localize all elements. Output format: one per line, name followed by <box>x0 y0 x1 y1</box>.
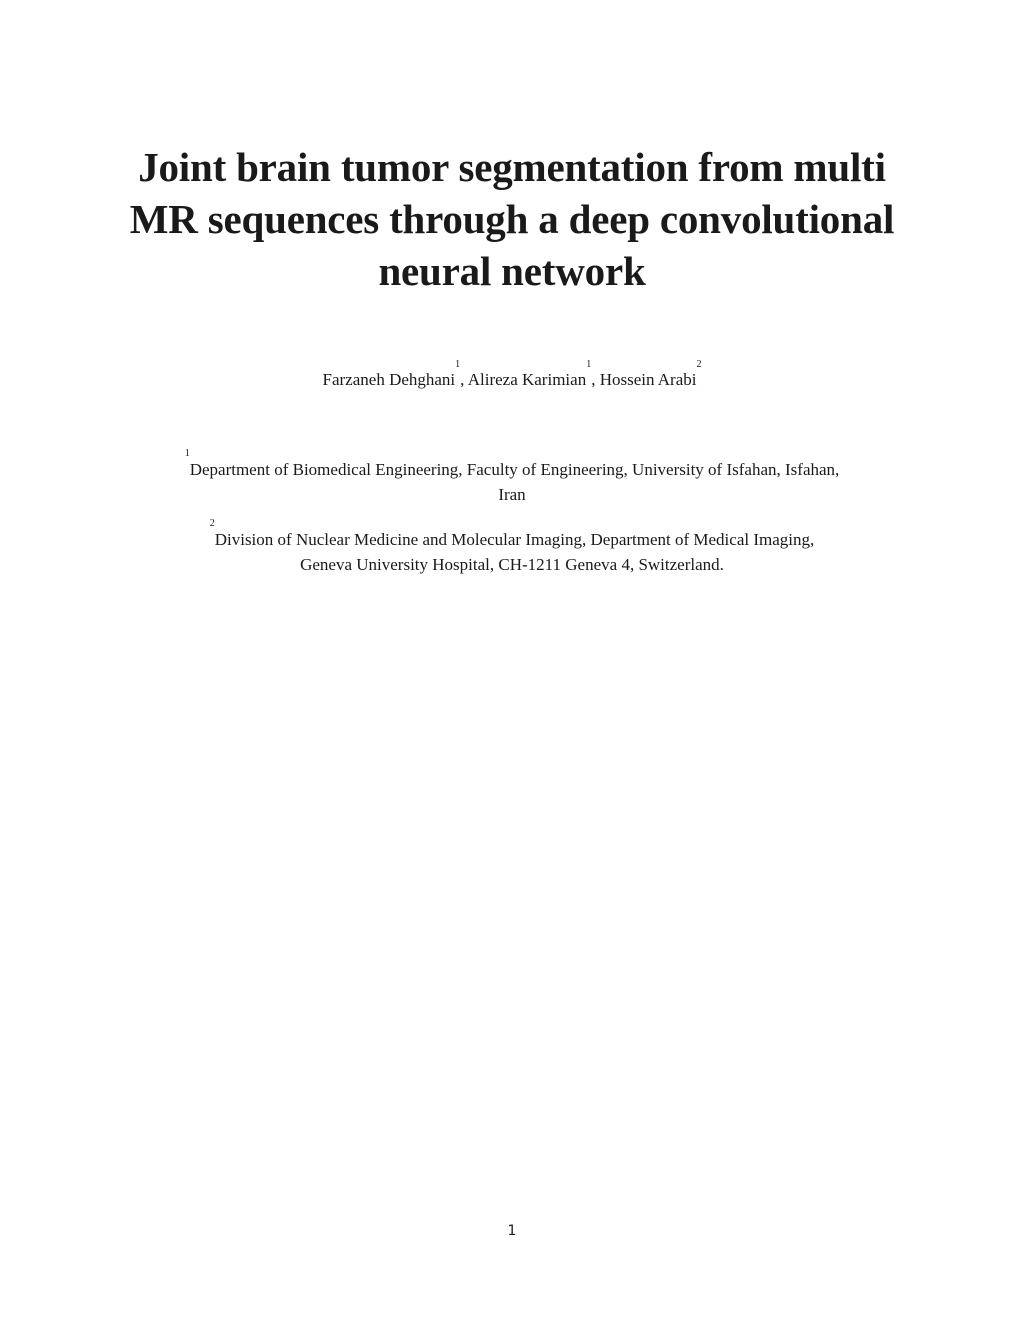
affiliation-mark: 2 <box>209 518 215 529</box>
affiliation-line <box>112 448 912 482</box>
page-number: 1 <box>507 1223 517 1239</box>
affiliation-mark: 1 <box>184 448 190 459</box>
paper-title <box>112 141 912 297</box>
author-name: Hossein Arabi <box>599 370 697 389</box>
affiliation-2 <box>112 518 912 577</box>
author-name: Alireza Karimian <box>467 370 587 389</box>
affiliation-text: Department of Biomedical Engineering, Faculty of Engineering, University of Isfahan, Isfahan, <box>189 460 840 479</box>
title-line-2: MR sequences through a deep convolutional <box>129 196 895 242</box>
author-separator: , <box>591 370 600 389</box>
affiliation-1 <box>112 448 912 507</box>
affiliation-line: Iran <box>498 485 526 504</box>
author-list <box>112 359 912 392</box>
author-affiliation-mark: 1 <box>586 359 592 370</box>
author-affiliation-mark: 1 <box>455 359 461 370</box>
title-line-3: neural network <box>378 248 646 294</box>
author-separator: , <box>460 370 468 389</box>
author-name: Farzaneh Dehghani <box>322 370 456 389</box>
affiliation-line: Geneva University Hospital, CH-1211 Geneva 4, Switzerland. <box>300 555 724 574</box>
author-affiliation-mark: 2 <box>696 359 702 370</box>
title-line-1: Joint brain tumor segmentation from multi <box>138 144 886 190</box>
affiliation-text: Division of Nuclear Medicine and Molecular Imaging, Department of Medical Imaging, <box>214 530 815 549</box>
affiliation-line <box>112 518 912 552</box>
